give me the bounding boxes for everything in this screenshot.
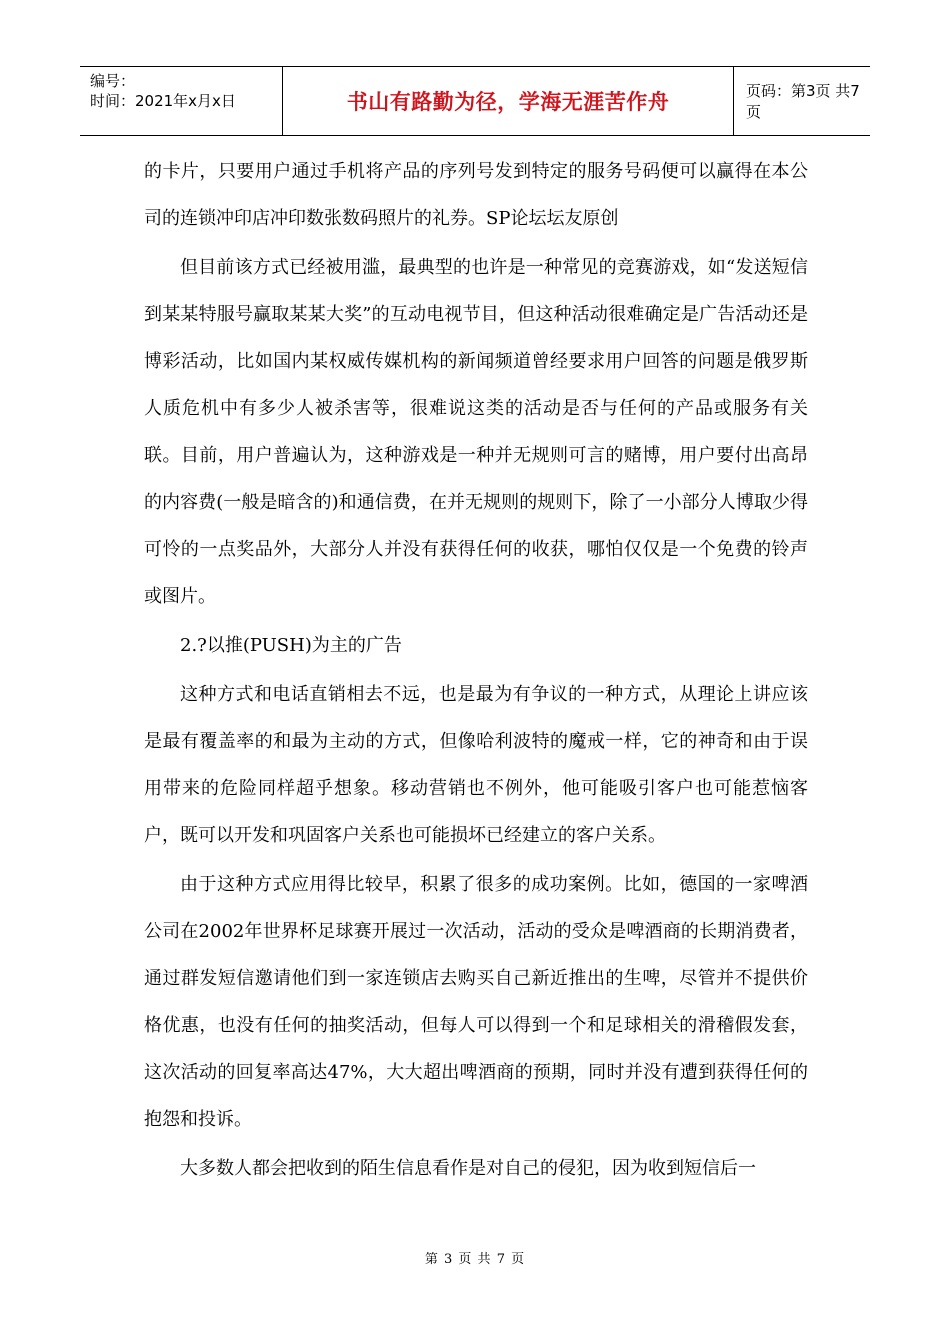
page-footer: 第 3 页 共 7 页 [424, 1252, 526, 1267]
paragraph: 由于这种方式应用得比较早，积累了很多的成功案例。比如，德国的一家啤酒公司在2002年世界杯足球赛开展过一次活动，活动的受众是啤酒商的长期消费者，通过群发短信邀请他们到一家连锁店去购买自己新近推出的生啤，尽管并不提供价格优惠，也没有任何的抽奖活动，但每人可以得到一个和足球相关的滑稽假发套，这次活动的回复率高达47%，大大超出啤酒商的预期，同时并没有遭到获得任何的抱怨和投诉。 [144, 874, 808, 1130]
header-meta [80, 67, 282, 135]
header-motto: 书山有路勤为径，学海无涯苦作舟 [346, 90, 670, 114]
paragraph: 这种方式和电话直销相去不远，也是最为有争议的一种方式，从理论上讲应该是最有覆盖率的和最为主动的方式，但像哈利波特的魔戒一样，它的神奇和由于误用带来的危险同样超乎想象。移动营销也不例外，他可能吸引客户也可能惹恼客户，既可以开发和巩固客户关系也可能损坏已经建立的客户关系。 [144, 684, 808, 846]
paragraph: 大多数人都会把收到的陌生信息看作是对自己的侵犯，因为收到短信后一 [180, 1158, 756, 1179]
document-date-label: 时间：2021年x月x日 [90, 92, 236, 110]
document-number-label: 编号： [90, 72, 136, 90]
header-page-cell [734, 67, 870, 135]
paragraph: 但目前该方式已经被用滥，最典型的也许是一种常见的竞赛游戏，如“发送短信到某某特服号赢取某某大奖”的互动电视节目，但这种活动很难确定是广告活动还是博彩活动，比如国内某权威传媒机构的新闻频道曾经要求用户回答的问题是俄罗斯人质危机中有多少人被杀害等，很难说这类的活动是否与任何的产品或服务有关联。目前，用户普遍认为，这种游戏是一种并无规则可言的赌博，用户要付出高昂的内容费(一般是暗含的)和通信费，在并无规则的规则下，除了一小部分人博取少得可怜的一点奖品外，大部分人并没有获得任何的收获，哪怕仅仅是一个免费的铃声或图片。 [144, 257, 808, 607]
header-motto-cell [282, 67, 734, 135]
document-body [144, 148, 808, 1192]
document-header [80, 66, 870, 136]
header-page-label: 页码：第3页 共7页 [746, 82, 860, 121]
paragraph-continuation: 的卡片，只要用户通过手机将产品的序列号发到特定的服务号码便可以赢得在本公司的连锁冲印店冲印数张数码照片的礼券。SP论坛坛友原创 [144, 161, 808, 229]
section-heading: 2.?以推(PUSH)为主的广告 [180, 635, 402, 656]
